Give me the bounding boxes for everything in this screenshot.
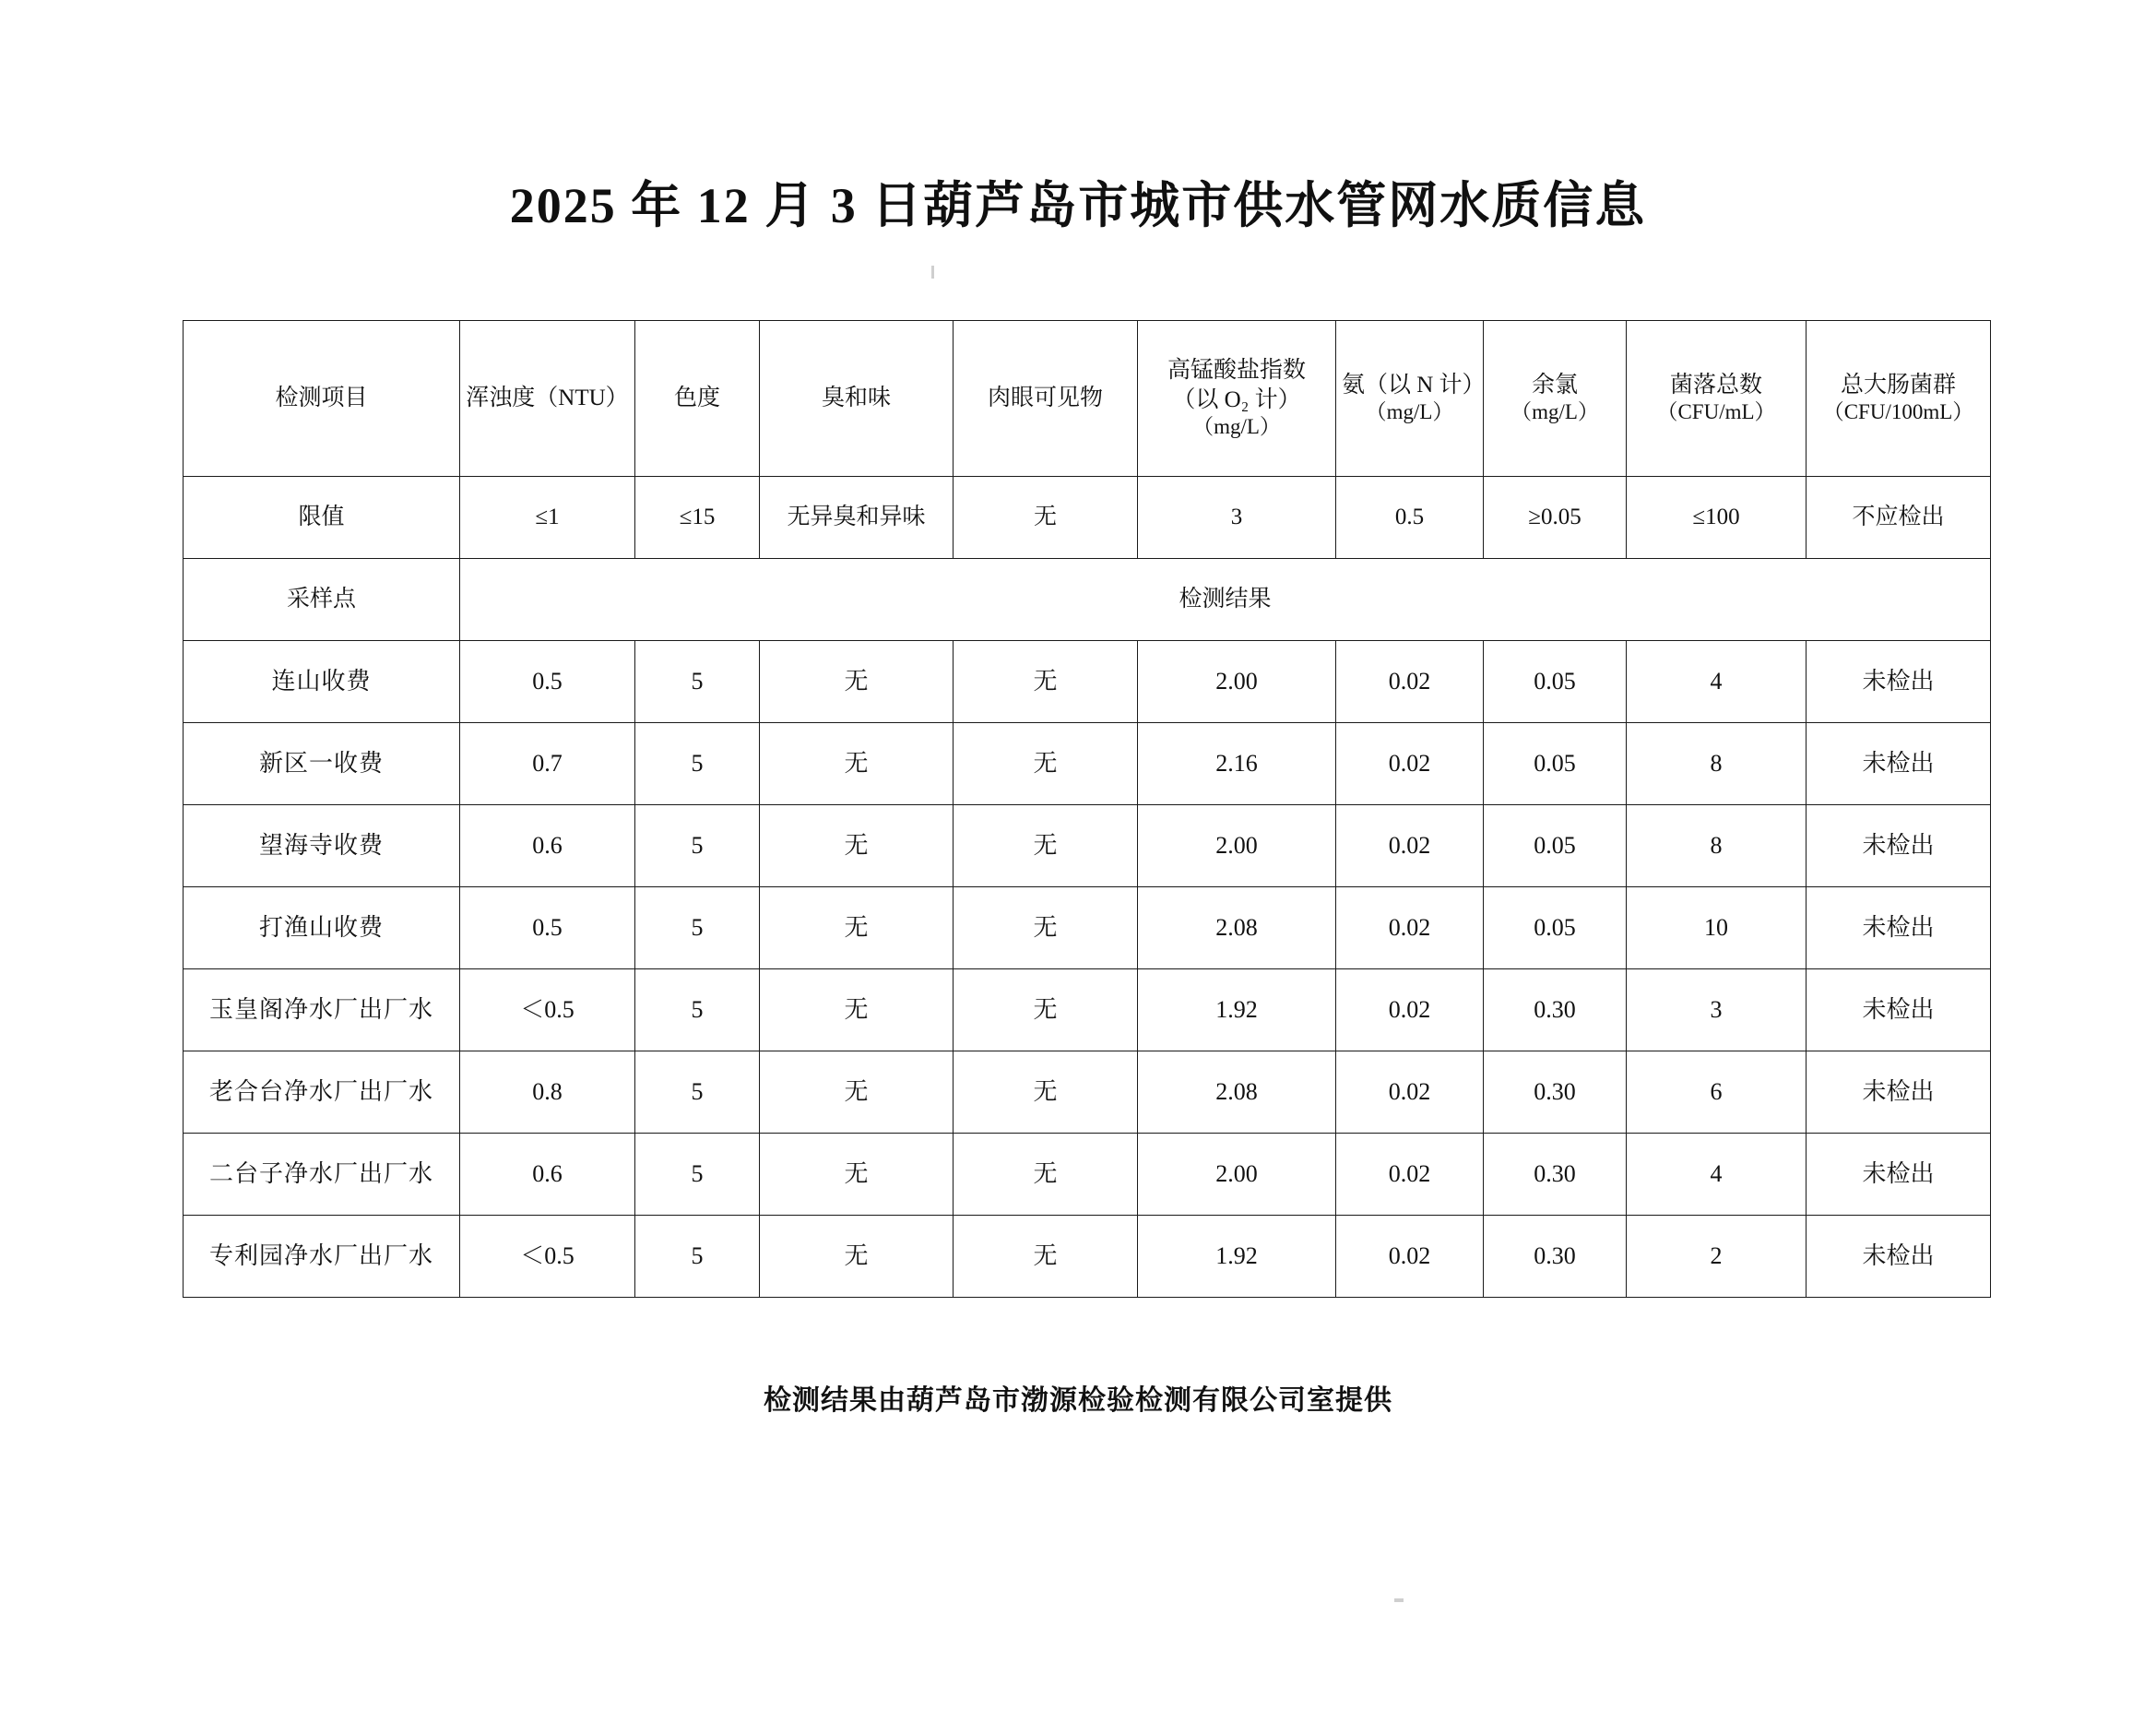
section-row-value: 检测结果 — [460, 559, 1991, 641]
row-permanganate-index: 2.08 — [1138, 887, 1336, 969]
limit-visible-matter: 无 — [954, 477, 1138, 559]
row-total-bacteria: 4 — [1627, 1134, 1807, 1216]
row-ammonia: 0.02 — [1336, 969, 1484, 1051]
row-visible-matter: 无 — [954, 969, 1138, 1051]
row-site-name: 专利园净水厂出厂水 — [184, 1216, 460, 1298]
water-quality-table — [183, 320, 1991, 1298]
section-row-label: 采样点 — [184, 559, 460, 641]
row-residual-chlorine: 0.05 — [1484, 805, 1627, 887]
row-site-name: 老合台净水厂出厂水 — [184, 1051, 460, 1134]
row-ammonia: 0.02 — [1336, 1051, 1484, 1134]
document-page — [0, 166, 2156, 1734]
limit-odor: 无异臭和异味 — [760, 477, 954, 559]
row-permanganate-index: 2.00 — [1138, 805, 1336, 887]
row-turbidity: ＜0.5 — [460, 1216, 635, 1298]
row-site-name: 打渔山收费 — [184, 887, 460, 969]
row-permanganate-index: 2.00 — [1138, 641, 1336, 723]
limit-chroma: ≤15 — [635, 477, 760, 559]
row-odor: 无 — [760, 805, 954, 887]
header-cell-total-bacteria: 菌落总数 （CFU/mL） — [1627, 321, 1807, 477]
footer-note: 检测结果由葫芦岛市渤源检验检测有限公司室提供 — [764, 1385, 1392, 1416]
row-odor: 无 — [760, 887, 954, 969]
row-permanganate-index: 1.92 — [1138, 969, 1336, 1051]
row-total-coliform: 未检出 — [1807, 723, 1991, 805]
limit-turbidity: ≤1 — [460, 477, 635, 559]
row-total-coliform: 未检出 — [1807, 1134, 1991, 1216]
page-title: 2025 年 12 月 3 日葫芦岛市城市供水管网水质信息 — [509, 178, 1647, 233]
row-ammonia: 0.02 — [1336, 805, 1484, 887]
row-chroma: 5 — [635, 1216, 760, 1298]
table-row — [184, 1134, 1991, 1216]
header-cell-chroma: 色度 — [635, 321, 760, 477]
limit-ammonia: 0.5 — [1336, 477, 1484, 559]
row-site-name: 望海寺收费 — [184, 805, 460, 887]
header-cell-permanganate-index: 高锰酸盐指数 （以 O₂ 计） （mg/L） — [1138, 321, 1336, 477]
row-chroma: 5 — [635, 805, 760, 887]
row-visible-matter: 无 — [954, 1134, 1138, 1216]
row-residual-chlorine: 0.30 — [1484, 1051, 1627, 1134]
table-row — [184, 723, 1991, 805]
section-row — [184, 559, 1991, 641]
row-odor: 无 — [760, 1134, 954, 1216]
row-turbidity: 0.8 — [460, 1051, 635, 1134]
row-odor: 无 — [760, 723, 954, 805]
table-row — [184, 1051, 1991, 1134]
header-cell-turbidity: 浑浊度（NTU） — [460, 321, 635, 477]
row-total-coliform: 未检出 — [1807, 1051, 1991, 1134]
limit-total-bacteria: ≤100 — [1627, 477, 1807, 559]
row-residual-chlorine: 0.05 — [1484, 887, 1627, 969]
header-cell-residual-chlorine: 余氯 （mg/L） — [1484, 321, 1627, 477]
row-permanganate-index: 2.08 — [1138, 1051, 1336, 1134]
scan-speck — [1394, 1598, 1404, 1602]
row-chroma: 5 — [635, 1134, 760, 1216]
row-turbidity: ＜0.5 — [460, 969, 635, 1051]
row-residual-chlorine: 0.30 — [1484, 1216, 1627, 1298]
row-visible-matter: 无 — [954, 887, 1138, 969]
header-cell-item: 检测项目 — [184, 321, 460, 477]
limit-permanganate-index: 3 — [1138, 477, 1336, 559]
row-residual-chlorine: 0.05 — [1484, 641, 1627, 723]
table-row — [184, 1216, 1991, 1298]
water-quality-table-wrapper — [0, 320, 2156, 1298]
row-site-name: 二台子净水厂出厂水 — [184, 1134, 460, 1216]
row-visible-matter: 无 — [954, 641, 1138, 723]
row-chroma: 5 — [635, 723, 760, 805]
row-ammonia: 0.02 — [1336, 887, 1484, 969]
row-total-bacteria: 8 — [1627, 805, 1807, 887]
row-odor: 无 — [760, 969, 954, 1051]
row-visible-matter: 无 — [954, 805, 1138, 887]
row-ammonia: 0.02 — [1336, 1216, 1484, 1298]
row-total-coliform: 未检出 — [1807, 805, 1991, 887]
row-turbidity: 0.5 — [460, 641, 635, 723]
row-ammonia: 0.02 — [1336, 723, 1484, 805]
limit-total-coliform: 不应检出 — [1807, 477, 1991, 559]
row-chroma: 5 — [635, 887, 760, 969]
row-total-bacteria: 8 — [1627, 723, 1807, 805]
row-total-bacteria: 2 — [1627, 1216, 1807, 1298]
row-turbidity: 0.5 — [460, 887, 635, 969]
row-chroma: 5 — [635, 1051, 760, 1134]
row-total-bacteria: 6 — [1627, 1051, 1807, 1134]
table-row — [184, 969, 1991, 1051]
row-total-bacteria: 10 — [1627, 887, 1807, 969]
row-total-bacteria: 4 — [1627, 641, 1807, 723]
row-total-coliform: 未检出 — [1807, 887, 1991, 969]
row-visible-matter: 无 — [954, 723, 1138, 805]
row-site-name: 连山收费 — [184, 641, 460, 723]
table-row — [184, 887, 1991, 969]
row-ammonia: 0.02 — [1336, 641, 1484, 723]
row-permanganate-index: 1.92 — [1138, 1216, 1336, 1298]
row-residual-chlorine: 0.30 — [1484, 1134, 1627, 1216]
header-cell-ammonia: 氨（以 N 计） （mg/L） — [1336, 321, 1484, 477]
table-row — [184, 805, 1991, 887]
row-residual-chlorine: 0.05 — [1484, 723, 1627, 805]
row-total-bacteria: 3 — [1627, 969, 1807, 1051]
row-odor: 无 — [760, 641, 954, 723]
row-turbidity: 0.6 — [460, 805, 635, 887]
header-cell-total-coliform: 总大肠菌群 （CFU/100mL） — [1807, 321, 1991, 477]
header-cell-visible-matter: 肉眼可见物 — [954, 321, 1138, 477]
row-odor: 无 — [760, 1216, 954, 1298]
row-turbidity: 0.7 — [460, 723, 635, 805]
row-total-coliform: 未检出 — [1807, 641, 1991, 723]
table-row — [184, 641, 1991, 723]
row-site-name: 玉皇阁净水厂出厂水 — [184, 969, 460, 1051]
row-ammonia: 0.02 — [1336, 1134, 1484, 1216]
row-odor: 无 — [760, 1051, 954, 1134]
limit-row-label: 限值 — [184, 477, 460, 559]
row-residual-chlorine: 0.30 — [1484, 969, 1627, 1051]
row-permanganate-index: 2.16 — [1138, 723, 1336, 805]
row-visible-matter: 无 — [954, 1051, 1138, 1134]
row-total-coliform: 未检出 — [1807, 969, 1991, 1051]
scan-speck — [931, 266, 934, 279]
row-total-coliform: 未检出 — [1807, 1216, 1991, 1298]
row-chroma: 5 — [635, 641, 760, 723]
header-cell-odor: 臭和味 — [760, 321, 954, 477]
limit-residual-chlorine: ≥0.05 — [1484, 477, 1627, 559]
row-visible-matter: 无 — [954, 1216, 1138, 1298]
row-site-name: 新区一收费 — [184, 723, 460, 805]
row-turbidity: 0.6 — [460, 1134, 635, 1216]
row-chroma: 5 — [635, 969, 760, 1051]
table-header-row — [184, 321, 1991, 477]
limit-row — [184, 477, 1991, 559]
row-permanganate-index: 2.00 — [1138, 1134, 1336, 1216]
